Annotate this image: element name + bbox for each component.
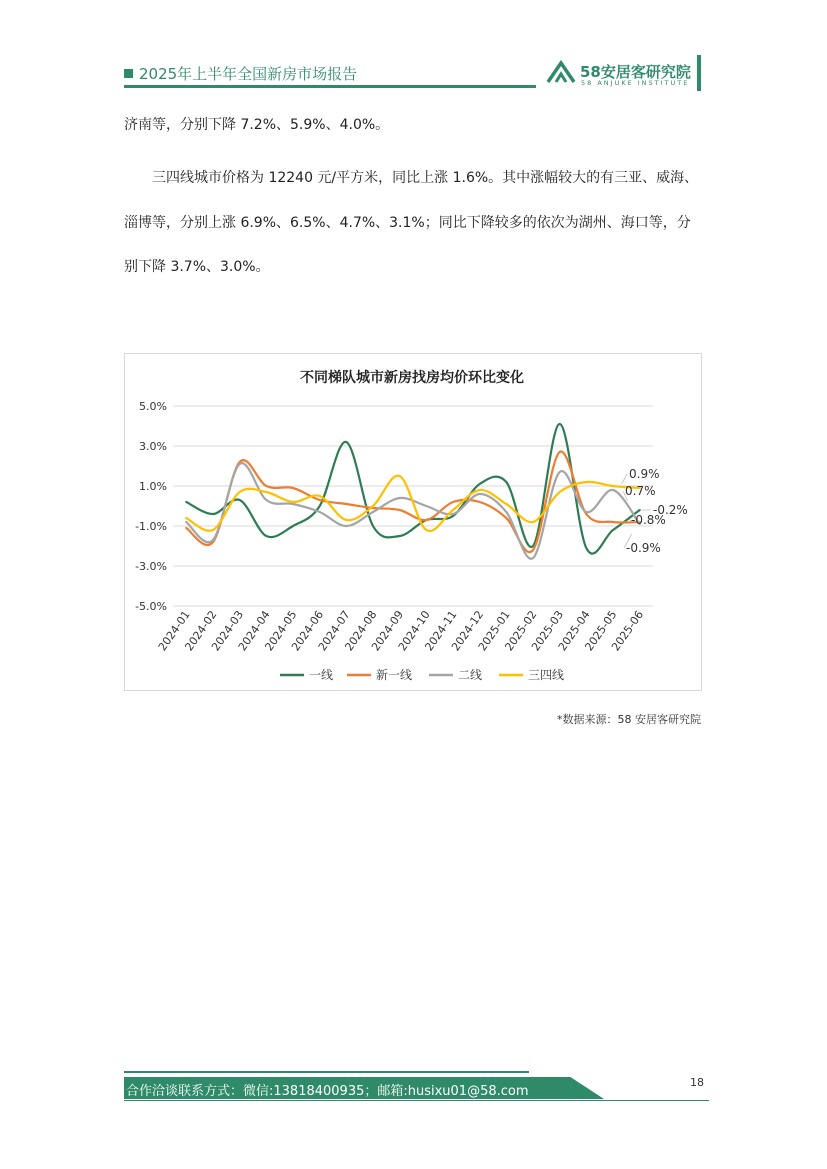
y-tick-label: -1.0% <box>135 520 167 533</box>
legend-label: 一线 <box>309 668 334 682</box>
x-tick-label: 2025-06 <box>609 608 647 654</box>
y-tick-label: -3.0% <box>135 560 167 573</box>
anjuke-logo <box>546 58 696 92</box>
header-accent-bar <box>697 55 701 91</box>
house-logo-icon <box>546 60 576 84</box>
y-tick-label: 5.0% <box>139 400 167 413</box>
x-tick-label: 2024-09 <box>369 608 407 654</box>
legend-label: 二线 <box>458 668 483 682</box>
end-data-label: 0.7% <box>625 484 656 498</box>
x-tick-label: 2025-04 <box>555 608 593 654</box>
end-data-label: -0.8% <box>631 513 666 527</box>
footer-thin-line <box>124 1071 529 1073</box>
paragraph-line: 济南等，分别下降 7.2%、5.9%、4.0%。 <box>124 117 390 133</box>
x-tick-label: 2024-11 <box>422 608 460 654</box>
paragraph-line: 三四线城市价格为 12240 元/平方米，同比上涨 1.6%。其中涨幅较大的有三亚、威海、 <box>152 170 699 186</box>
x-tick-label: 2025-01 <box>475 608 513 654</box>
x-tick-label: 2024-06 <box>289 608 327 654</box>
data-source-note: *数据来源：58 安居客研究院 <box>557 713 701 726</box>
header-underline <box>124 85 536 88</box>
x-tick-label: 2024-01 <box>155 608 193 654</box>
y-tick-label: -5.0% <box>135 600 167 613</box>
label-leader-line <box>622 474 627 484</box>
y-tick-label: 3.0% <box>139 440 167 453</box>
logo-english-text: 58 ANJUKE INSTITUTE <box>581 79 690 87</box>
header-marker <box>124 69 133 78</box>
logo-chinese-text: 58安居客研究院 <box>580 63 691 81</box>
x-tick-label: 2024-05 <box>262 608 300 654</box>
chart-title: 不同梯队城市新房找房均价环比变化 <box>300 370 524 386</box>
line-chart <box>125 354 703 692</box>
legend-label: 新一线 <box>376 668 413 682</box>
page-number: 18 <box>690 1076 704 1089</box>
x-tick-label: 2024-10 <box>395 608 433 654</box>
x-tick-label: 2025-05 <box>582 608 620 654</box>
legend-label: 三四线 <box>528 668 565 682</box>
x-tick-label: 2024-04 <box>235 608 273 654</box>
x-tick-label: 2024-07 <box>315 608 353 654</box>
end-data-label: 0.9% <box>629 467 660 481</box>
footer-rule <box>124 1100 709 1101</box>
paragraph-line: 别下降 3.7%、3.0%。 <box>124 259 270 275</box>
x-tick-label: 2024-12 <box>449 608 487 654</box>
x-tick-label: 2024-02 <box>182 608 220 654</box>
y-tick-label: 1.0% <box>139 480 167 493</box>
x-tick-label: 2024-03 <box>209 608 247 654</box>
report-title: 2025年上半年全国新房市场报告 <box>139 65 358 83</box>
end-data-label: -0.9% <box>626 541 661 555</box>
chart-container <box>124 353 702 691</box>
contact-info: 合作洽谈联系方式：微信:13818400935；邮箱:husixu01@58.com <box>126 1084 529 1099</box>
paragraph-line: 淄博等，分别上涨 6.9%、6.5%、4.7%、3.1%；同比下降较多的依次为湖州、海口等，分 <box>124 215 691 231</box>
x-tick-label: 2024-08 <box>342 608 380 654</box>
x-tick-label: 2025-03 <box>529 608 567 654</box>
x-tick-label: 2025-02 <box>502 608 540 654</box>
end-data-label: -0.2% <box>653 503 688 517</box>
